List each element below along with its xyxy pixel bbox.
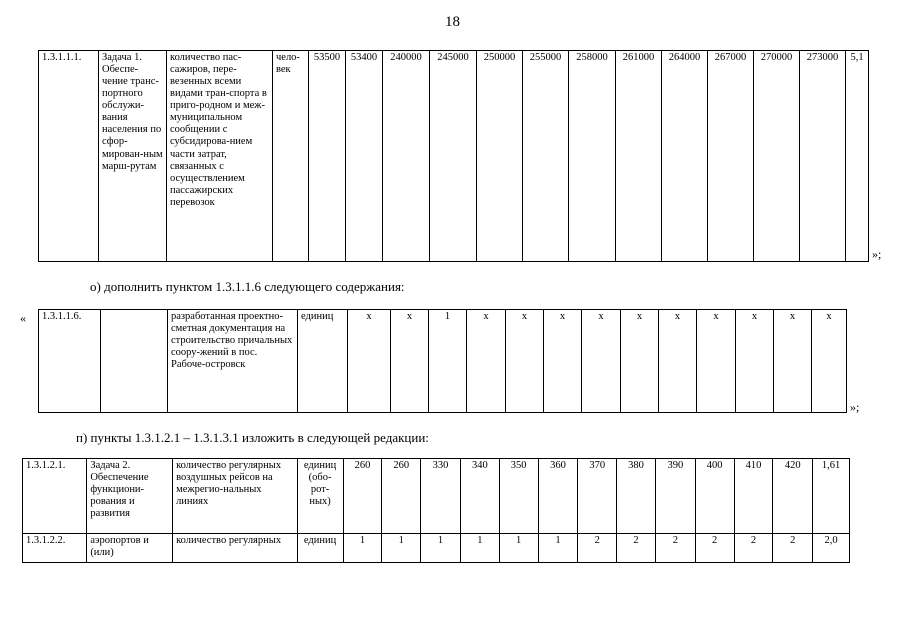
row-code: 1.3.1.2.2. [23, 534, 87, 563]
open-quote: « [20, 311, 26, 325]
row-code: 1.3.1.1.1. [39, 51, 99, 262]
value-cell: x [582, 310, 621, 413]
unit-cell: единиц [298, 310, 348, 413]
value-cell: 250000 [477, 51, 523, 262]
table-row [23, 534, 850, 563]
table-row [39, 51, 869, 262]
task-cell [101, 310, 168, 413]
value-cell: 53500 [309, 51, 346, 262]
close-quote: »; [872, 247, 882, 261]
table-row [39, 310, 847, 413]
value-cell: 2 [655, 534, 695, 563]
value-cell: 273000 [800, 51, 846, 262]
value-cell: 2 [695, 534, 734, 563]
value-cell: x [659, 310, 697, 413]
value-cell: 390 [655, 459, 695, 534]
unit-cell: единиц (обо-рот-ных) [297, 459, 343, 534]
value-cell: 2 [617, 534, 656, 563]
indicators-table-2 [38, 309, 847, 413]
value-cell: 330 [421, 459, 461, 534]
value-cell: 2 [578, 534, 617, 563]
row-code: 1.3.1.2.1. [23, 459, 87, 534]
table-row [23, 459, 850, 534]
task-cell: аэропортов и (или) [87, 534, 173, 563]
value-cell: x [621, 310, 659, 413]
value-cell: 245000 [430, 51, 477, 262]
value-cell: 370 [578, 459, 617, 534]
value-cell: 267000 [708, 51, 754, 262]
value-cell: x [506, 310, 544, 413]
indicator-cell: количество регулярных воздушных рейсов на межрегио-нальных линиях [173, 459, 298, 534]
indicator-cell: количество пас-сажиров, пере-везенных всеми видами тран-спорта в приго-родном и меж-муниципальном сообщении с субсидирова-нием части затрат, связанных с осуществлением пассажирских перевозок [167, 51, 273, 262]
value-cell: x [774, 310, 812, 413]
indicators-table-1 [38, 50, 869, 262]
value-cell: 350 [499, 459, 538, 534]
value-cell: 1 [538, 534, 578, 563]
page-number: 18 [445, 14, 460, 30]
unit-cell: единиц [297, 534, 343, 563]
value-cell: 53400 [346, 51, 383, 262]
value-cell: 2 [734, 534, 773, 563]
value-cell: x [348, 310, 391, 413]
value-cell: 240000 [383, 51, 430, 262]
value-cell: 264000 [662, 51, 708, 262]
value-cell: 410 [734, 459, 773, 534]
indicator-cell: разработанная проектно-сметная документация на строительство причальных соору-жений в пос. Рабоче-островск [168, 310, 298, 413]
value-cell: 420 [773, 459, 813, 534]
unit-cell: чело-век [273, 51, 309, 262]
value-cell: 270000 [754, 51, 800, 262]
paragraph-o: о) дополнить пунктом 1.3.1.1.6 следующего содержания: [90, 279, 405, 294]
indicators-table-3 [22, 458, 850, 563]
value-cell: 255000 [523, 51, 569, 262]
value-cell: 1 [429, 310, 467, 413]
value-cell: 260 [382, 459, 421, 534]
value-cell: 5,1 [846, 51, 869, 262]
indicator-cell: количество регулярных [173, 534, 298, 563]
value-cell: 1,61 [813, 459, 850, 534]
value-cell: 1 [343, 534, 382, 563]
value-cell: 1 [460, 534, 499, 563]
row-code: 1.3.1.1.6. [39, 310, 101, 413]
value-cell: 340 [460, 459, 499, 534]
value-cell: x [812, 310, 847, 413]
value-cell: 260 [343, 459, 382, 534]
value-cell: 1 [421, 534, 461, 563]
value-cell: 1 [499, 534, 538, 563]
value-cell: x [544, 310, 582, 413]
value-cell: 2 [773, 534, 813, 563]
value-cell: x [467, 310, 506, 413]
paragraph-p: п) пункты 1.3.1.2.1 – 1.3.1.3.1 изложить в следующей редакции: [76, 430, 429, 445]
task-cell: Задача 1. Обеспе-чение транс-портного обслужи-вания населения по сфор-мирован-ным марш-рутам [99, 51, 167, 262]
value-cell: 258000 [569, 51, 616, 262]
value-cell: x [697, 310, 736, 413]
value-cell: 360 [538, 459, 578, 534]
value-cell: 1 [382, 534, 421, 563]
task-cell: Задача 2. Обеспечение функциони-рования и развития [87, 459, 173, 534]
value-cell: x [391, 310, 429, 413]
value-cell: 380 [617, 459, 656, 534]
value-cell: 400 [695, 459, 734, 534]
close-quote: »; [850, 400, 860, 414]
value-cell: 261000 [616, 51, 662, 262]
value-cell: 2,0 [813, 534, 850, 563]
value-cell: x [736, 310, 774, 413]
